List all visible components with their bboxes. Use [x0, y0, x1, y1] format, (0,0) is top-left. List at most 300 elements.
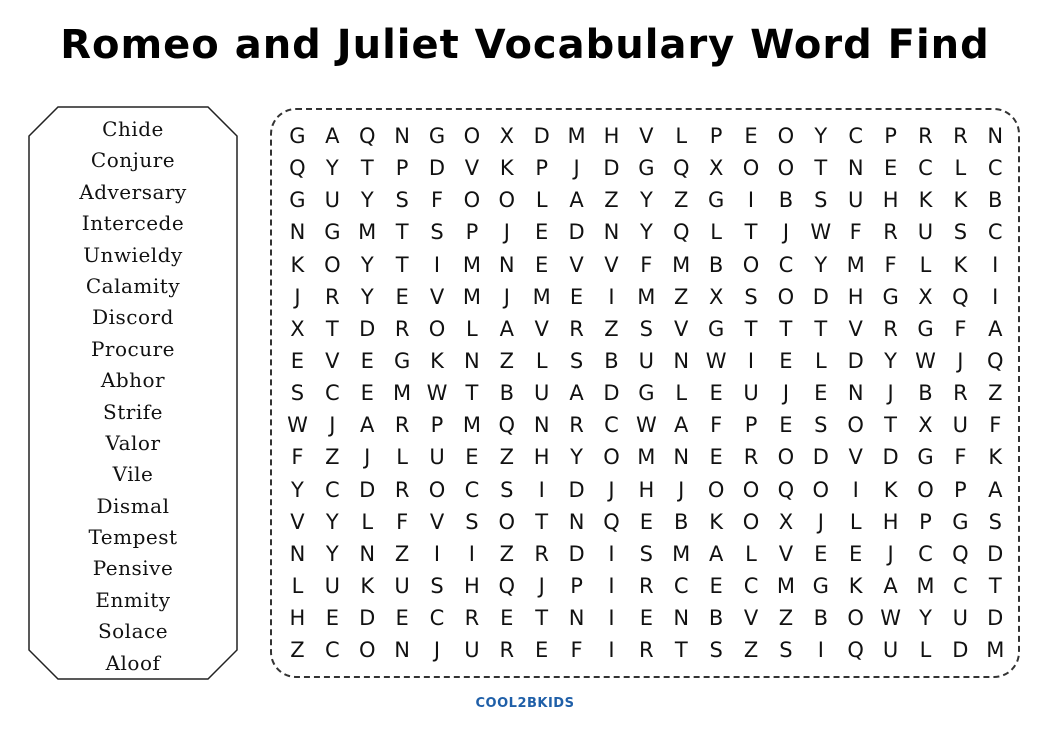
grid-cell[interactable]: V — [674, 316, 689, 341]
grid-cell[interactable]: Q — [672, 220, 690, 245]
grid-cell[interactable]: J — [608, 477, 615, 502]
grid-cell[interactable]: D — [603, 381, 620, 406]
grid-cell[interactable]: P — [465, 220, 479, 245]
grid-cell[interactable]: G — [324, 220, 341, 245]
grid-cell[interactable]: T — [360, 156, 374, 181]
grid-cell[interactable]: N — [359, 541, 376, 566]
grid-cell[interactable]: B — [708, 606, 724, 631]
grid-cell[interactable]: A — [988, 316, 1003, 341]
grid-cell[interactable]: L — [396, 445, 408, 470]
grid-cell[interactable]: U — [638, 348, 655, 373]
grid-cell[interactable]: Z — [674, 188, 689, 213]
grid-cell[interactable]: G — [707, 188, 725, 213]
grid-cell[interactable]: W — [810, 220, 832, 245]
grid-cell[interactable]: B — [813, 606, 829, 631]
grid-cell[interactable]: G — [393, 348, 411, 373]
grid-cell[interactable]: F — [954, 316, 967, 341]
grid-cell[interactable]: R — [639, 638, 654, 663]
grid-cell[interactable]: C — [429, 606, 445, 631]
grid-cell[interactable]: F — [640, 252, 653, 277]
grid-cell[interactable]: Y — [570, 445, 583, 470]
grid-cell[interactable]: S — [569, 348, 584, 373]
grid-cell[interactable]: J — [503, 284, 510, 309]
grid-cell[interactable]: L — [291, 573, 304, 598]
grid-cell[interactable]: E — [744, 124, 758, 148]
grid-cell[interactable]: I — [747, 188, 755, 213]
grid-cell[interactable]: E — [639, 509, 653, 534]
grid-cell[interactable]: T — [744, 220, 758, 245]
grid-cell[interactable]: M — [532, 284, 551, 309]
grid-cell[interactable]: V — [743, 606, 759, 631]
grid-cell[interactable]: O — [463, 124, 481, 148]
grid-cell[interactable]: Z — [604, 316, 619, 341]
grid-cell[interactable]: X — [918, 284, 933, 309]
grid-cell[interactable]: A — [988, 477, 1003, 502]
grid-cell[interactable]: H — [882, 188, 899, 213]
grid-cell[interactable]: T — [814, 156, 828, 181]
grid-cell[interactable]: Z — [499, 541, 514, 566]
grid-cell[interactable]: D — [603, 156, 620, 181]
grid-cell[interactable]: K — [848, 573, 863, 598]
grid-cell[interactable]: F — [291, 445, 304, 470]
grid-cell[interactable]: B — [708, 252, 724, 277]
grid-cell[interactable]: Y — [639, 220, 653, 245]
grid-cell[interactable]: S — [709, 638, 723, 663]
grid-cell[interactable]: E — [360, 381, 374, 406]
grid-cell[interactable]: U — [324, 573, 341, 598]
grid-cell[interactable]: V — [848, 316, 863, 341]
grid-cell[interactable]: Z — [499, 445, 514, 470]
grid-cell[interactable]: O — [847, 413, 864, 438]
grid-cell[interactable]: R — [743, 445, 759, 470]
grid-cell[interactable]: Y — [639, 188, 653, 213]
grid-cell[interactable]: L — [535, 188, 548, 213]
grid-cell[interactable]: E — [325, 606, 339, 631]
grid-cell[interactable]: L — [954, 156, 967, 181]
grid-cell[interactable]: N — [289, 541, 306, 566]
grid-cell[interactable]: I — [608, 638, 615, 663]
grid-cell[interactable]: L — [675, 124, 688, 148]
grid-cell[interactable]: W — [705, 348, 727, 373]
grid-cell[interactable]: N — [533, 413, 550, 438]
grid-cell[interactable]: O — [742, 509, 760, 534]
grid-cell[interactable]: O — [498, 509, 516, 534]
grid-cell[interactable]: H — [847, 284, 864, 309]
grid-cell[interactable]: J — [678, 477, 685, 502]
grid-cell[interactable]: Y — [884, 348, 897, 373]
grid-cell[interactable]: O — [777, 156, 795, 181]
grid-cell[interactable]: P — [744, 413, 758, 438]
grid-cell[interactable]: S — [988, 509, 1002, 534]
grid-cell[interactable]: F — [849, 220, 862, 245]
grid-cell[interactable]: G — [707, 316, 725, 341]
grid-cell[interactable]: Q — [777, 477, 795, 502]
grid-cell[interactable]: E — [779, 413, 793, 438]
grid-cell[interactable]: N — [568, 509, 585, 534]
grid-cell[interactable]: V — [429, 509, 445, 534]
grid-cell[interactable]: E — [779, 348, 793, 373]
grid-cell[interactable]: O — [917, 477, 934, 502]
grid-cell[interactable]: K — [499, 156, 514, 181]
grid-cell[interactable]: T — [814, 316, 828, 341]
grid-cell[interactable]: G — [638, 156, 655, 181]
grid-cell[interactable]: O — [777, 445, 795, 470]
grid-cell[interactable]: W — [426, 381, 448, 406]
grid-cell[interactable]: S — [953, 220, 968, 245]
grid-cell[interactable]: Q — [986, 348, 1004, 373]
grid-cell[interactable]: N — [464, 348, 480, 373]
grid-cell[interactable]: Q — [498, 413, 516, 438]
grid-cell[interactable]: F — [954, 445, 967, 470]
grid-cell[interactable]: D — [533, 124, 550, 148]
grid-cell[interactable]: T — [535, 509, 549, 534]
grid-cell[interactable]: Z — [290, 638, 305, 663]
grid-cell[interactable]: N — [673, 606, 690, 631]
grid-cell[interactable]: D — [568, 220, 585, 245]
grid-cell[interactable]: M — [462, 252, 481, 277]
grid-cell[interactable]: I — [608, 606, 615, 631]
grid-cell[interactable]: P — [395, 156, 409, 181]
grid-cell[interactable]: J — [957, 348, 964, 373]
grid-cell[interactable]: M — [986, 638, 1005, 663]
grid-cell[interactable]: O — [324, 252, 341, 277]
grid-cell[interactable]: Z — [604, 188, 619, 213]
grid-cell[interactable]: N — [498, 252, 515, 277]
grid-cell[interactable]: G — [882, 284, 899, 309]
grid-cell[interactable]: I — [538, 477, 545, 502]
grid-cell[interactable]: E — [849, 541, 863, 566]
grid-cell[interactable]: L — [814, 348, 827, 373]
grid-cell[interactable]: P — [954, 477, 967, 502]
grid-cell[interactable]: I — [608, 541, 615, 566]
grid-cell[interactable]: C — [743, 573, 759, 598]
grid-cell[interactable]: M — [462, 413, 481, 438]
grid-cell[interactable]: Z — [325, 445, 340, 470]
grid-cell[interactable]: T — [884, 413, 897, 438]
grid-cell[interactable]: E — [535, 220, 549, 245]
grid-cell[interactable]: T — [988, 573, 1002, 598]
grid-cell[interactable]: C — [325, 638, 340, 663]
grid-cell[interactable]: D — [568, 541, 585, 566]
grid-cell[interactable]: Q — [952, 284, 969, 309]
grid-cell[interactable]: P — [884, 124, 897, 148]
grid-cell[interactable]: I — [992, 284, 999, 309]
grid-cell[interactable]: S — [814, 188, 828, 213]
grid-cell[interactable]: A — [569, 188, 584, 213]
grid-cell[interactable]: L — [535, 348, 548, 373]
grid-cell[interactable]: U — [533, 381, 550, 406]
grid-cell[interactable]: J — [433, 638, 441, 663]
grid-cell[interactable]: E — [709, 381, 723, 406]
grid-cell[interactable]: P — [709, 124, 723, 148]
grid-cell[interactable]: C — [778, 252, 794, 277]
grid-cell[interactable]: Z — [988, 381, 1003, 406]
grid-cell[interactable]: K — [360, 573, 375, 598]
grid-cell[interactable]: P — [919, 509, 932, 534]
grid-cell[interactable]: L — [919, 252, 932, 277]
grid-cell[interactable]: J — [364, 445, 371, 470]
grid-cell[interactable]: M — [637, 284, 656, 309]
grid-cell[interactable]: E — [709, 573, 723, 598]
grid-cell[interactable]: C — [953, 573, 968, 598]
grid-cell[interactable]: Y — [360, 284, 374, 309]
grid-cell[interactable]: H — [533, 445, 550, 470]
grid-cell[interactable]: I — [852, 477, 859, 502]
grid-cell[interactable]: U — [952, 413, 969, 438]
grid-cell[interactable]: F — [430, 188, 444, 213]
grid-cell[interactable]: C — [325, 477, 340, 502]
grid-cell[interactable]: N — [603, 220, 620, 245]
grid-cell[interactable]: J — [503, 220, 510, 245]
grid-cell[interactable]: T — [465, 381, 479, 406]
grid-cell[interactable]: R — [883, 220, 898, 245]
grid-cell[interactable]: W — [915, 348, 936, 373]
grid-cell[interactable]: N — [289, 220, 306, 245]
grid-cell[interactable]: B — [918, 381, 933, 406]
grid-cell[interactable]: E — [500, 606, 514, 631]
grid-cell[interactable]: I — [747, 348, 755, 373]
grid-cell[interactable]: U — [743, 381, 759, 406]
grid-cell[interactable]: M — [358, 220, 377, 245]
grid-cell[interactable]: V — [569, 252, 584, 277]
grid-cell[interactable]: V — [639, 124, 654, 148]
grid-cell[interactable]: J — [817, 509, 824, 534]
grid-cell[interactable]: D — [568, 477, 585, 502]
grid-cell[interactable]: W — [287, 413, 308, 438]
grid-cell[interactable]: O — [742, 477, 760, 502]
grid-cell[interactable]: S — [744, 284, 758, 309]
grid-cell[interactable]: U — [394, 573, 410, 598]
grid-cell[interactable]: A — [883, 573, 898, 598]
grid-cell[interactable]: C — [918, 156, 933, 181]
grid-cell[interactable]: T — [395, 220, 409, 245]
grid-cell[interactable]: T — [325, 316, 339, 341]
grid-cell[interactable]: K — [953, 252, 968, 277]
grid-cell[interactable]: N — [847, 381, 864, 406]
grid-cell[interactable]: R — [639, 573, 654, 598]
grid-cell[interactable]: X — [778, 509, 794, 534]
grid-cell[interactable]: D — [987, 606, 1004, 631]
grid-cell[interactable]: J — [573, 156, 580, 181]
grid-cell[interactable]: C — [987, 156, 1003, 181]
grid-cell[interactable]: T — [779, 316, 793, 341]
grid-cell[interactable]: G — [289, 188, 306, 213]
grid-cell[interactable]: L — [919, 638, 932, 663]
grid-cell[interactable]: C — [987, 220, 1003, 245]
grid-cell[interactable]: L — [361, 509, 374, 534]
grid-cell[interactable]: A — [360, 413, 375, 438]
grid-cell[interactable]: E — [395, 284, 409, 309]
grid-cell[interactable]: E — [465, 445, 479, 470]
grid-cell[interactable]: O — [498, 188, 516, 213]
grid-cell[interactable]: S — [814, 413, 828, 438]
grid-cell[interactable]: F — [396, 509, 409, 534]
grid-cell[interactable]: I — [433, 252, 441, 277]
grid-cell[interactable]: E — [290, 348, 305, 373]
grid-cell[interactable]: J — [887, 541, 894, 566]
grid-cell[interactable]: Q — [603, 509, 620, 534]
grid-cell[interactable]: D — [847, 348, 864, 373]
grid-cell[interactable]: B — [988, 188, 1003, 213]
grid-cell[interactable]: Q — [672, 156, 690, 181]
grid-cell[interactable]: J — [294, 284, 301, 309]
grid-cell[interactable]: E — [395, 606, 409, 631]
grid-cell[interactable]: Z — [778, 606, 794, 631]
grid-cell[interactable]: U — [882, 638, 899, 663]
grid-cell[interactable]: N — [673, 445, 690, 470]
grid-cell[interactable]: N — [673, 348, 690, 373]
grid-cell[interactable]: X — [499, 124, 514, 148]
grid-cell[interactable]: C — [325, 381, 340, 406]
grid-cell[interactable]: A — [325, 124, 340, 148]
grid-cell[interactable]: O — [603, 445, 620, 470]
grid-cell[interactable]: J — [782, 381, 790, 406]
grid-cell[interactable]: T — [744, 316, 758, 341]
grid-cell[interactable]: Y — [325, 156, 339, 181]
grid-cell[interactable]: Q — [289, 156, 306, 181]
grid-cell[interactable]: H — [882, 509, 899, 534]
grid-cell[interactable]: Y — [360, 252, 374, 277]
grid-cell[interactable]: S — [500, 477, 514, 502]
grid-cell[interactable]: S — [430, 573, 444, 598]
grid-cell[interactable]: E — [814, 381, 828, 406]
grid-cell[interactable]: R — [394, 477, 410, 502]
grid-cell[interactable]: V — [778, 541, 794, 566]
grid-cell[interactable]: Z — [394, 541, 410, 566]
grid-cell[interactable]: W — [635, 413, 657, 438]
grid-cell[interactable]: R — [394, 413, 410, 438]
grid-cell[interactable]: S — [290, 381, 305, 406]
grid-cell[interactable]: G — [917, 316, 934, 341]
grid-cell[interactable]: V — [325, 348, 340, 373]
grid-cell[interactable]: M — [672, 252, 691, 277]
grid-cell[interactable]: L — [710, 220, 722, 245]
grid-cell[interactable]: D — [812, 284, 829, 309]
grid-cell[interactable]: J — [538, 573, 545, 598]
grid-cell[interactable]: C — [673, 573, 689, 598]
grid-cell[interactable]: G — [289, 124, 306, 148]
grid-cell[interactable]: Y — [814, 124, 828, 148]
grid-cell[interactable]: S — [639, 316, 654, 341]
grid-cell[interactable]: K — [709, 509, 724, 534]
grid-cell[interactable]: G — [917, 445, 934, 470]
grid-cell[interactable]: T — [674, 638, 688, 663]
grid-cell[interactable]: S — [395, 188, 409, 213]
grid-cell[interactable]: N — [987, 124, 1004, 148]
grid-cell[interactable]: F — [710, 413, 723, 438]
grid-cell[interactable]: O — [742, 252, 760, 277]
grid-cell[interactable]: S — [430, 220, 444, 245]
grid-cell[interactable]: N — [394, 638, 410, 663]
grid-cell[interactable]: D — [428, 156, 446, 181]
grid-cell[interactable]: R — [918, 124, 933, 148]
grid-cell[interactable]: Y — [814, 252, 828, 277]
grid-cell[interactable]: H — [289, 606, 306, 631]
grid-cell[interactable]: Y — [325, 509, 339, 534]
grid-cell[interactable]: B — [604, 348, 619, 373]
grid-cell[interactable]: Y — [360, 188, 374, 213]
grid-cell[interactable]: M — [567, 124, 586, 148]
grid-cell[interactable]: Q — [847, 638, 864, 663]
grid-cell[interactable]: E — [883, 156, 898, 181]
grid-cell[interactable]: X — [708, 284, 724, 309]
grid-cell[interactable]: M — [672, 541, 691, 566]
grid-cell[interactable]: K — [953, 188, 968, 213]
grid-cell[interactable]: A — [674, 413, 689, 438]
grid-cell[interactable]: Y — [291, 477, 304, 502]
grid-cell[interactable]: C — [848, 124, 864, 148]
grid-cell[interactable]: P — [570, 573, 583, 598]
grid-cell[interactable]: I — [608, 573, 615, 598]
grid-cell[interactable]: I — [608, 284, 615, 309]
grid-cell[interactable]: U — [324, 188, 341, 213]
grid-cell[interactable]: O — [812, 477, 830, 502]
grid-cell[interactable]: K — [918, 188, 933, 213]
grid-cell[interactable]: A — [708, 541, 724, 566]
grid-cell[interactable]: Y — [325, 541, 339, 566]
grid-cell[interactable]: H — [464, 573, 480, 598]
grid-cell[interactable]: E — [639, 606, 653, 631]
grid-cell[interactable]: E — [535, 638, 549, 663]
grid-cell[interactable]: O — [428, 477, 446, 502]
grid-cell[interactable]: R — [499, 638, 515, 663]
grid-cell[interactable]: G — [428, 124, 446, 148]
grid-cell[interactable]: X — [708, 156, 724, 181]
grid-cell[interactable]: C — [918, 541, 933, 566]
grid-cell[interactable]: E — [709, 445, 723, 470]
grid-cell[interactable]: N — [568, 606, 585, 631]
grid-cell[interactable]: V — [290, 509, 305, 534]
grid-cell[interactable]: Z — [743, 638, 759, 663]
grid-cell[interactable]: V — [429, 284, 445, 309]
grid-cell[interactable]: D — [987, 541, 1004, 566]
grid-cell[interactable]: R — [464, 606, 480, 631]
grid-cell[interactable]: U — [848, 188, 864, 213]
grid-cell[interactable]: V — [464, 156, 480, 181]
grid-cell[interactable]: F — [989, 413, 1002, 438]
grid-cell[interactable]: O — [707, 477, 725, 502]
grid-cell[interactable]: R — [953, 381, 968, 406]
grid-cell[interactable]: B — [778, 188, 794, 213]
grid-cell[interactable]: L — [675, 381, 688, 406]
grid-cell[interactable]: A — [569, 381, 584, 406]
grid-cell[interactable]: F — [570, 638, 583, 663]
grid-cell[interactable]: B — [499, 381, 514, 406]
grid-cell[interactable]: B — [674, 509, 689, 534]
grid-cell[interactable]: N — [394, 124, 410, 148]
grid-cell[interactable]: I — [433, 541, 441, 566]
grid-cell[interactable]: V — [534, 316, 549, 341]
grid-cell[interactable]: S — [465, 509, 479, 534]
grid-cell[interactable]: K — [290, 252, 305, 277]
grid-cell[interactable]: Q — [498, 573, 516, 598]
grid-cell[interactable]: W — [880, 606, 901, 631]
grid-cell[interactable]: K — [430, 348, 444, 373]
grid-cell[interactable]: R — [534, 541, 549, 566]
grid-cell[interactable]: T — [395, 252, 409, 277]
grid-cell[interactable]: D — [359, 606, 376, 631]
grid-cell[interactable]: Q — [358, 124, 376, 148]
grid-cell[interactable]: E — [535, 252, 549, 277]
grid-cell[interactable]: S — [779, 638, 793, 663]
grid-cell[interactable]: O — [777, 284, 795, 309]
grid-cell[interactable]: F — [884, 252, 897, 277]
grid-cell[interactable]: A — [499, 316, 514, 341]
grid-cell[interactable]: P — [535, 156, 549, 181]
grid-cell[interactable]: S — [639, 541, 654, 566]
grid-cell[interactable]: E — [569, 284, 584, 309]
grid-cell[interactable]: O — [742, 156, 760, 181]
